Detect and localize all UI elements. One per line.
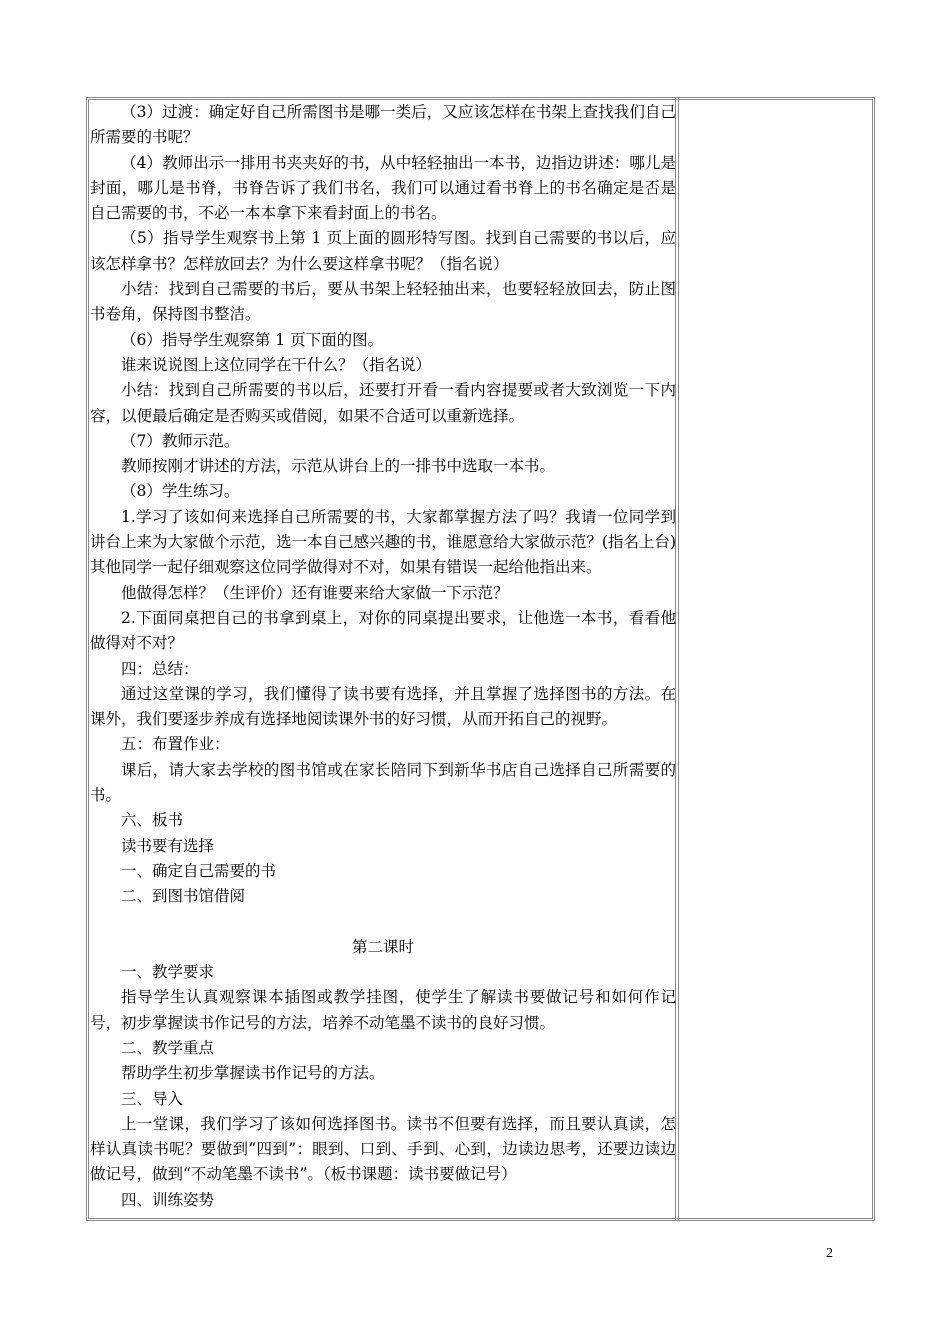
section-heading: 四、训练姿势: [121, 1190, 215, 1209]
board-item: 二、到图书馆借阅: [121, 887, 246, 906]
paragraph: （3）过渡：确定好自己所需图书是哪一类后，又应该怎样在书架上查找我们自己所需要的书呢？: [90, 103, 676, 147]
paragraph: 1.学习了该如何来选择自己所需要的书，大家都掌握方法了吗？我请一位同学到讲台上来为大家做个示范，选一本自己感兴趣的书，谁愿意给大家做示范？(指名上台)其他同学一起仔细观察这位同学做得对不对，如果有错误一起给他指出来。: [90, 507, 676, 577]
paragraph: 小结：找到自己需要的书后，要从书架上轻轻抽出来，也要轻轻放回去，防止图书卷角，保持图书整洁。: [90, 280, 676, 324]
paragraph: 课后，请大家去学校的图书馆或在家长陪同下到新华书店自己选择自己所需要的书。: [90, 760, 676, 805]
lesson-content: [90, 100, 676, 1213]
paragraph: 通过这堂课的学习，我们懂得了读书要有选择，并且掌握了选择图书的方法。在课外，我们要逐步养成有选择地阅读课外书的好习惯，从而开拓自己的视野。: [90, 684, 676, 729]
board-title: 读书要有选择: [121, 836, 215, 855]
paragraph: （8）学生练习。: [121, 482, 240, 501]
paragraph: 2.下面同桌把自己的书拿到桌上，对你的同桌提出要求，让他选一本书，看看他做得对不对？: [90, 608, 676, 653]
paragraph: 教师按刚才讲述的方法，示范从讲台上的一排书中选取一本书。: [121, 457, 556, 476]
paragraph: （6）指导学生观察第 1 页下面的图。: [121, 330, 384, 349]
lesson-title: 第二课时: [351, 937, 414, 956]
paragraph: 上一堂课，我们学习了该如何选择图书。读书不但要有选择，而且要认真读，怎样认真读书呢？要做到“四到”：眼到、口到、手到、心到，边读边思考，还要边读边做记号，做到“不动笔墨不读书”。（板书课题：读书要做记号）: [90, 1114, 676, 1184]
paragraph: （7）教师示范。: [121, 431, 240, 450]
paragraph: 小结：找到自己所需要的书以后，还要打开看一看内容提要或者大致浏览一下内容，以便最后确定是否购买或借阅，如果不合适可以重新选择。: [90, 381, 676, 425]
paragraph: 谁来说说图上这位同学在干什么？（指名说）: [121, 355, 432, 374]
section-heading: 六、板书: [121, 811, 184, 830]
section-heading: 二、教学重点: [121, 1038, 215, 1057]
board-item: 一、确定自己需要的书: [121, 861, 277, 880]
section-heading: 一、教学要求: [121, 963, 215, 982]
paragraph: （4）教师出示一排用书夹夹好的书，从中轻轻抽出一本书，边指边讲述：哪儿是封面，哪儿是书脊，书脊告诉了我们书名，我们可以通过看书脊上的书名确定是否是自己需要的书，不必一本本拿下来看封面上的书名。: [90, 153, 676, 223]
paragraph: 帮助学生初步掌握读书作记号的方法。: [121, 1064, 385, 1083]
section-heading: 三、导入: [121, 1089, 184, 1108]
paragraph: 他做得怎样？（生评价）还有谁要来给大家做一下示范？: [121, 583, 509, 602]
section-heading: 五：布置作业：: [121, 735, 230, 754]
page-number: 2: [826, 1246, 833, 1261]
section-heading: 四：总结：: [121, 659, 199, 678]
paragraph: （5）指导学生观察书上第 1 页上面的圆形特写图。找到自己需要的书以后，应该怎样拿书？怎样放回去？为什么要这样拿书呢？（指名说）: [90, 229, 676, 273]
paragraph: 指导学生认真观察课本插图或教学挂图，使学生了解读书要做记号和如何作记号，初步掌握读书作记号的方法，培养不动笔墨不读书的良好习惯。: [90, 988, 676, 1032]
